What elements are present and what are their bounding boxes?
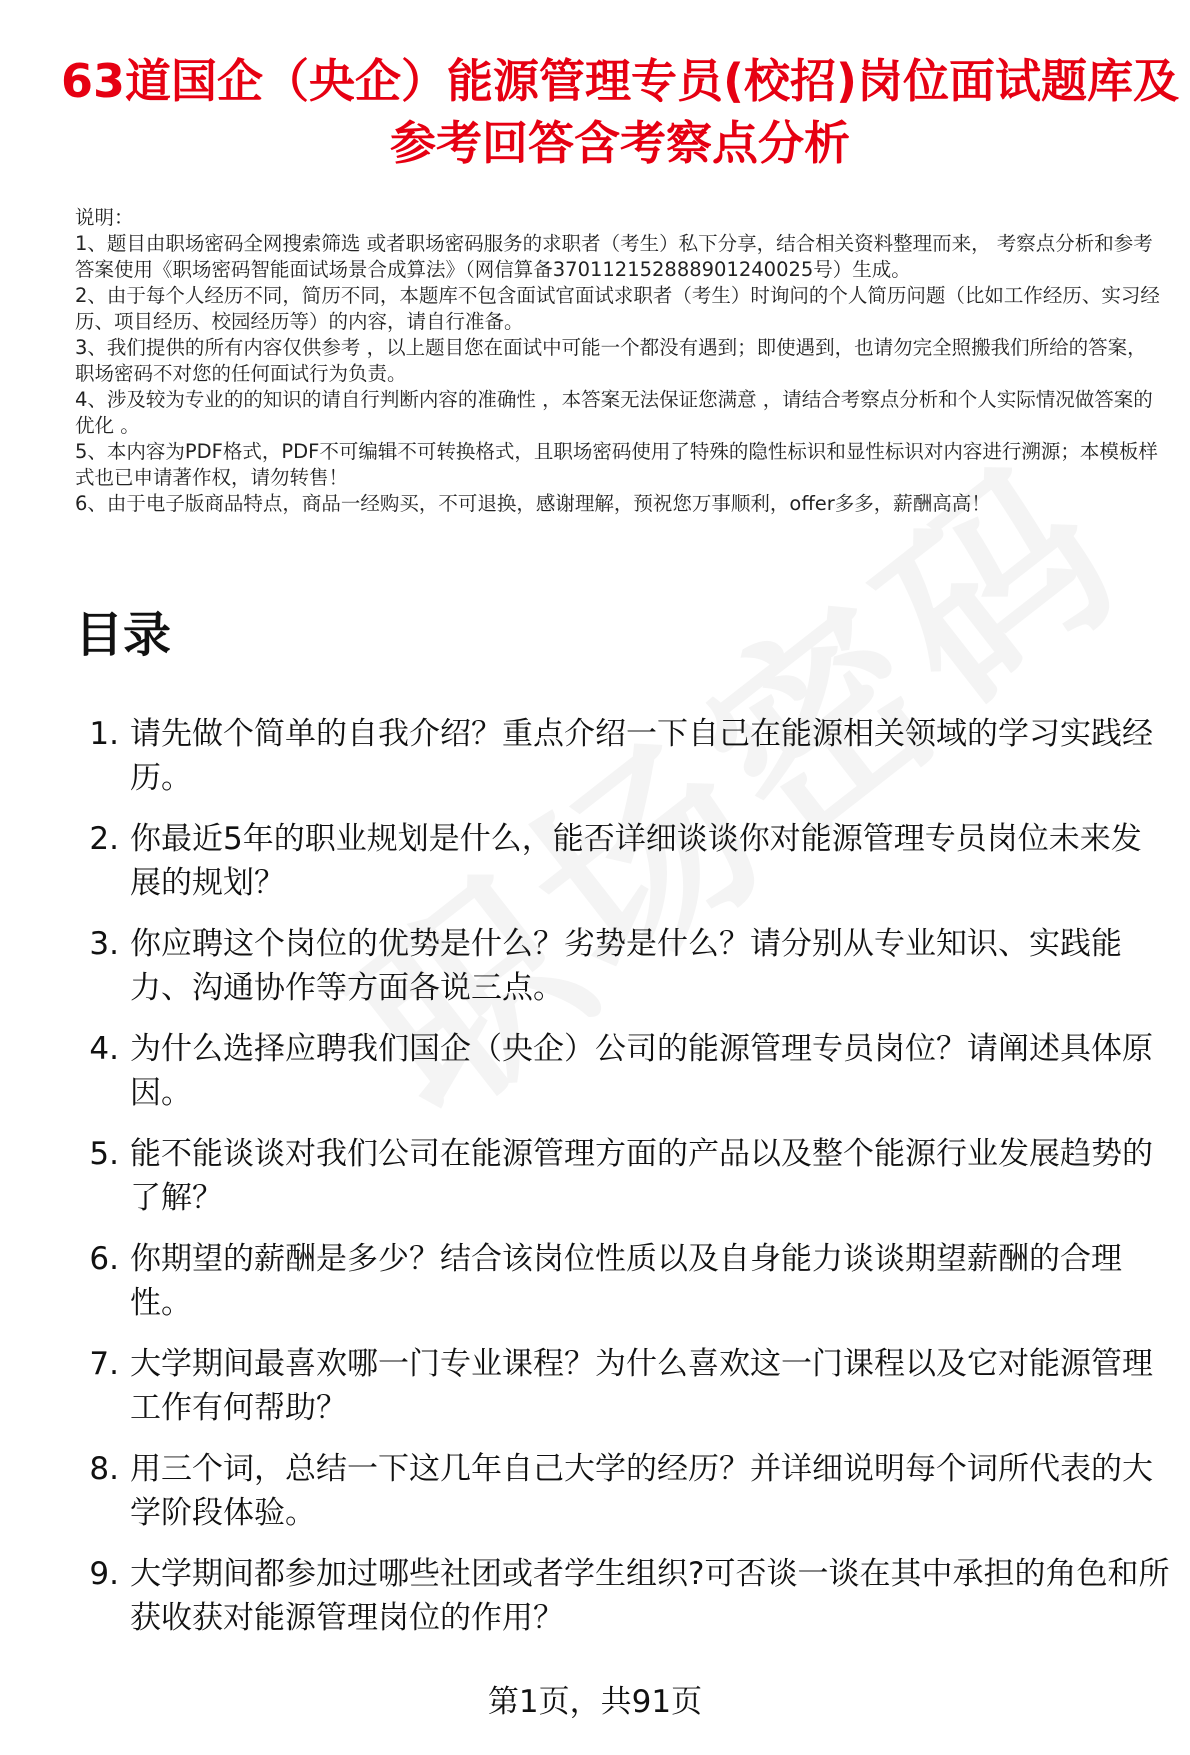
toc-item[interactable] <box>75 922 1170 1010</box>
toc-item[interactable] <box>75 712 1170 800</box>
notes-line: 2、由于每个人经历不同，简历不同，本题库不包含面试官面试求职者（考生）时询问的个人简历问题（比如工作经历、实习经历、项目经历、校园经历等）的内容，请自行准备。 <box>75 284 1160 333</box>
toc-item-text: 你应聘这个岗位的优势是什么？劣势是什么？请分别从专业知识、实践能力、沟通协作等方面各说三点。 <box>130 926 1122 1006</box>
toc-item[interactable] <box>75 1027 1170 1115</box>
notes-section <box>75 205 1165 517</box>
toc-item-number: 2. <box>89 821 119 857</box>
toc-item[interactable] <box>75 1447 1170 1535</box>
page-number: 第1页，共91页 <box>487 1684 703 1720</box>
toc-item-number: 1. <box>89 716 119 752</box>
toc-list <box>75 712 1170 1657</box>
toc-item-number: 3. <box>89 926 119 962</box>
notes-line: 1、题目由职场密码全网搜索筛选 或者职场密码服务的求职者（考生）私下分享，结合相关资料整理而来， 考察点分析和参考答案使用《职场密码智能面试场景合成算法》（网信算备370112152888901240025号）生成。 <box>75 232 1153 281</box>
toc-item-text: 为什么选择应聘我们国企（央企）公司的能源管理专员岗位？请阐述具体原因。 <box>130 1031 1153 1111</box>
notes-line: 6、由于电子版商品特点，商品一经购买，不可退换，感谢理解，预祝您万事顺利，offer多多，薪酬高高！ <box>75 492 991 515</box>
toc-item-number: 7. <box>89 1346 119 1382</box>
toc-item-text: 用三个词，总结一下这几年自己大学的经历？并详细说明每个词所代表的大学阶段体验。 <box>130 1451 1153 1531</box>
toc-item-text: 请先做个简单的自我介绍？重点介绍一下自己在能源相关领域的学习实践经历。 <box>130 716 1153 796</box>
toc-item-text: 你最近5年的职业规划是什么，能否详细谈谈你对能源管理专员岗位未来发展的规划？ <box>130 821 1142 901</box>
toc-item-number: 9. <box>89 1556 119 1592</box>
toc-item-number: 5. <box>89 1136 119 1172</box>
notes-line: 5、本内容为PDF格式，PDF不可编辑不可转换格式，且职场密码使用了特殊的隐性标识和显性标识对内容进行溯源；本模板样式也已申请著作权，请勿转售！ <box>75 440 1158 489</box>
toc-item[interactable] <box>75 1237 1170 1325</box>
toc-item[interactable] <box>75 817 1170 905</box>
page-title: 63道国企（央企）能源管理专员(校招)岗位面试题库及参考回答含考察点分析 <box>60 54 1180 170</box>
toc-item-text: 能不能谈谈对我们公司在能源管理方面的产品以及整个能源行业发展趋势的了解？ <box>130 1136 1153 1216</box>
toc-item-text: 你期望的薪酬是多少？结合该岗位性质以及自身能力谈谈期望薪酬的合理性。 <box>130 1241 1122 1321</box>
toc-item-number: 6. <box>89 1241 119 1277</box>
toc-heading: 目录 <box>75 607 172 663</box>
toc-item-number: 8. <box>89 1451 119 1487</box>
notes-line: 3、我们提供的所有内容仅供参考 ，以上题目您在面试中可能一个都没有遇到；即使遇到，也请勿完全照搬我们所给的答案，职场密码不对您的任何面试行为负责。 <box>75 336 1147 385</box>
toc-item-text: 大学期间都参加过哪些社团或者学生组织?可否谈一谈在其中承担的角色和所获收获对能源管理岗位的作用？ <box>130 1556 1170 1636</box>
toc-item[interactable] <box>75 1552 1170 1640</box>
toc-item[interactable] <box>75 1342 1170 1430</box>
toc-item-text: 大学期间最喜欢哪一门专业课程？为什么喜欢这一门课程以及它对能源管理工作有何帮助？ <box>130 1346 1153 1426</box>
toc-item-number: 4. <box>89 1031 119 1067</box>
notes-heading: 说明： <box>75 206 134 229</box>
toc-item[interactable] <box>75 1132 1170 1220</box>
notes-line: 4、涉及较为专业的的知识的请自行判断内容的准确性 ，本答案无法保证您满意 ，请结合考察点分析和个人实际情况做答案的优化 。 <box>75 388 1153 437</box>
